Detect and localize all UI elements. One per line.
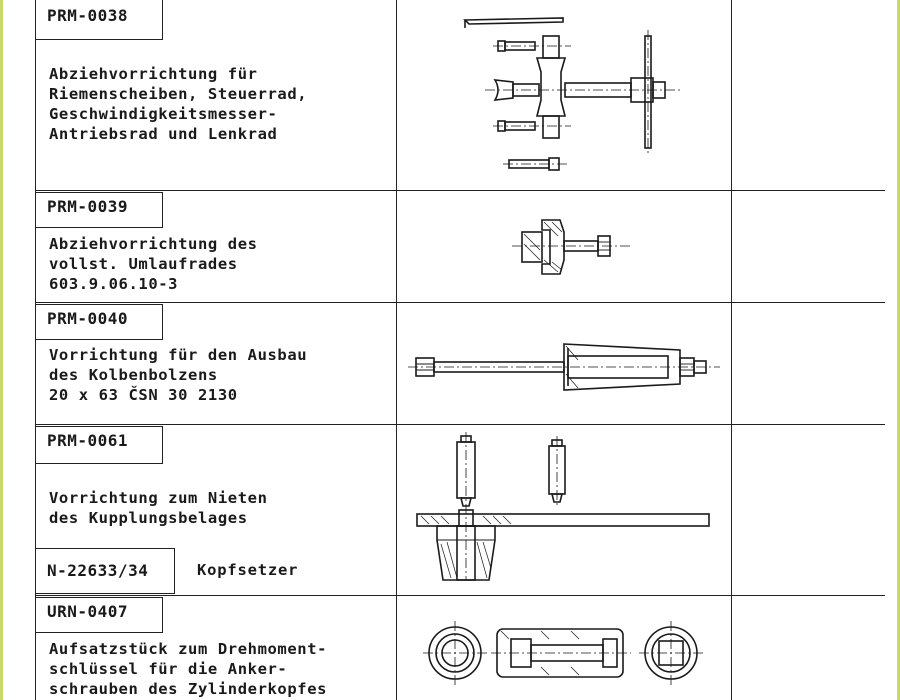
item-code: PRM-0040 xyxy=(35,304,163,340)
item-description: Abziehvorrichtung für Riemenscheiben, Steuerrad, Geschwindigkeitsmesser- Antriebsrad und Lenkrad xyxy=(49,65,308,143)
sub-item-description: Kopfsetzer xyxy=(197,561,299,579)
row-separator xyxy=(35,302,885,303)
sub-item-code: N-22633/34 xyxy=(35,548,175,594)
item-description: Aufsatzstück zum Drehmoment- schlüssel für die Anker- schrauben des Zylinderkopfes xyxy=(49,640,328,698)
item-description: Vorrichtung zum Nieten des Kupplungsbelages xyxy=(49,489,268,527)
puller-tool-icon xyxy=(443,8,703,183)
item-description: Vorrichtung für den Ausbau des Kolbenbolzens 20 x 63 ČSN 30 2130 xyxy=(49,346,308,404)
wheel-puller-icon xyxy=(508,208,638,288)
item-code: PRM-0039 xyxy=(35,192,163,228)
piston-pin-tool-icon xyxy=(408,330,723,410)
item-code: URN-0407 xyxy=(35,597,163,633)
row-separator xyxy=(35,424,885,425)
socket-adapter-icon xyxy=(421,615,721,695)
item-code: PRM-0061 xyxy=(35,426,163,464)
riveting-tool-icon xyxy=(411,432,716,592)
item-description: Abziehvorrichtung des vollst. Umlaufrades 603.9.06.10-3 xyxy=(49,235,258,293)
row-separator xyxy=(35,190,885,191)
item-code: PRM-0038 xyxy=(35,0,163,40)
row-separator xyxy=(35,595,885,596)
